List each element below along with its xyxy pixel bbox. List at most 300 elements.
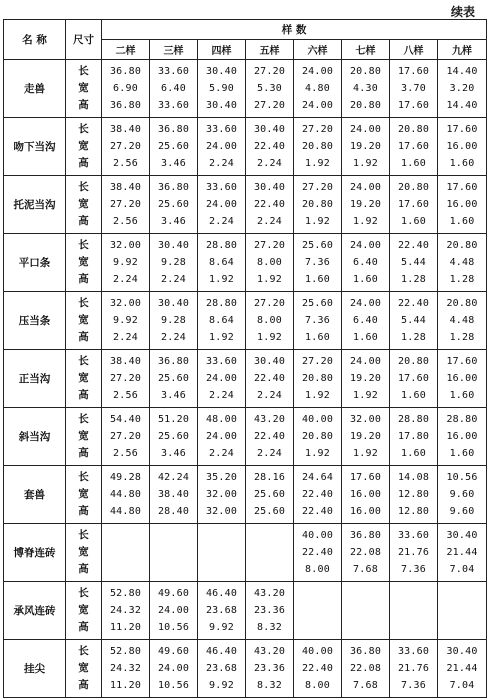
dimension-label: 宽 (78, 662, 89, 674)
cell-value: 1.60 (353, 332, 378, 343)
cell-value: 20.80 (397, 356, 430, 367)
cell-value: 2.24 (257, 158, 282, 169)
cell-value: 33.60 (157, 66, 190, 77)
cell-value (198, 561, 245, 578)
cell-value: 48.00 (205, 414, 238, 425)
cell-value: 6.90 (113, 83, 138, 94)
cell-value: 10.56 (157, 680, 190, 691)
cell-value: 36.80 (349, 646, 382, 657)
dimension-label: 长 (78, 65, 89, 77)
cell-value: 33.60 (205, 356, 238, 367)
cell-value: 30.40 (253, 356, 286, 367)
cell-value: 16.00 (349, 506, 382, 517)
value-cell (342, 582, 390, 640)
value-cell (198, 118, 246, 176)
cell-value: 25.60 (157, 431, 190, 442)
cell-value: 2.24 (257, 216, 282, 227)
header-sample: 七样 (342, 40, 390, 60)
value-cell (294, 640, 342, 698)
cell-value: 36.80 (109, 66, 142, 77)
cell-value: 7.36 (305, 315, 330, 326)
cell-value: 7.36 (401, 564, 426, 575)
cell-value: 1.60 (449, 390, 475, 401)
cell-value: 24.64 (301, 472, 334, 483)
value-cell (150, 408, 198, 466)
cell-value: 1.92 (305, 448, 330, 459)
dimension-label: 长 (78, 355, 89, 367)
cell-value: 32.00 (205, 489, 238, 500)
cell-value: 21.76 (397, 547, 430, 558)
value-cell (246, 640, 294, 698)
cell-value: 54.40 (109, 414, 142, 425)
value-cell (438, 524, 487, 582)
cell-value: 33.60 (397, 646, 430, 657)
value-cell (342, 292, 390, 350)
dimension-label: 高 (78, 621, 89, 633)
cell-value: 7.68 (353, 680, 378, 691)
dimension-label: 高 (78, 389, 89, 401)
dimension-labels (66, 466, 102, 524)
cell-value: 25.60 (253, 489, 286, 500)
dimension-label: 宽 (78, 372, 89, 384)
cell-value: 24.00 (349, 240, 382, 251)
header-sample: 六样 (294, 40, 342, 60)
dimension-label: 宽 (78, 256, 89, 268)
value-cell (294, 466, 342, 524)
value-cell (198, 524, 246, 582)
cell-value: 27.20 (301, 182, 334, 193)
cell-value: 20.80 (397, 124, 430, 135)
cell-value: 27.20 (253, 240, 286, 251)
cell-value: 24.32 (109, 663, 142, 674)
cell-value: 24.00 (205, 373, 238, 384)
cell-value: 20.80 (301, 373, 334, 384)
cell-value: 32.00 (109, 240, 142, 251)
cell-value: 7.36 (305, 257, 330, 268)
dimension-label: 长 (78, 587, 89, 599)
component-name: 压当条 (4, 292, 66, 350)
cell-value: 46.40 (205, 646, 238, 657)
cell-value: 27.20 (109, 431, 142, 442)
cell-value (150, 561, 197, 578)
cell-value: 8.00 (305, 680, 330, 691)
header-sample: 五样 (246, 40, 294, 60)
cell-value: 40.00 (301, 530, 334, 541)
cell-value: 9.60 (449, 489, 475, 500)
cell-value: 23.36 (253, 663, 286, 674)
value-cell (294, 118, 342, 176)
cell-value: 52.80 (109, 588, 142, 599)
table-row (4, 640, 487, 698)
dimension-label: 宽 (78, 82, 89, 94)
cell-value: 8.64 (209, 315, 234, 326)
cell-value: 20.80 (446, 298, 478, 309)
cell-value: 22.40 (301, 663, 334, 674)
dimension-label: 长 (78, 529, 89, 541)
cell-value: 14.40 (446, 66, 478, 77)
cell-value: 17.60 (446, 356, 478, 367)
cell-value: 17.60 (446, 124, 478, 135)
table-row (4, 234, 487, 292)
cell-value: 2.56 (113, 216, 138, 227)
component-name: 吻下当沟 (4, 118, 66, 176)
cell-value: 40.00 (301, 414, 334, 425)
cell-value: 8.32 (257, 680, 282, 691)
dimension-label: 长 (78, 471, 89, 483)
cell-value: 1.60 (449, 448, 475, 459)
dimension-label: 高 (78, 505, 89, 517)
cell-value: 30.40 (205, 66, 238, 77)
cell-value: 20.80 (446, 240, 478, 251)
value-cell (198, 466, 246, 524)
component-name: 正当沟 (4, 350, 66, 408)
cell-value: 44.80 (109, 506, 142, 517)
value-cell (390, 292, 438, 350)
cell-value: 24.00 (301, 66, 334, 77)
cell-value: 30.40 (446, 530, 478, 541)
cell-value: 28.80 (397, 414, 430, 425)
table-row (4, 292, 487, 350)
dimension-label: 高 (78, 99, 89, 111)
value-cell (102, 60, 150, 118)
cell-value: 9.92 (209, 622, 234, 633)
cell-value: 27.20 (109, 141, 142, 152)
dimension-label: 高 (78, 679, 89, 691)
value-cell (150, 118, 198, 176)
cell-value: 49.60 (157, 588, 190, 599)
cell-value: 36.80 (109, 100, 142, 111)
value-cell (390, 176, 438, 234)
cell-value: 8.00 (305, 564, 330, 575)
cell-value: 22.40 (301, 547, 334, 558)
value-cell (438, 466, 487, 524)
cell-value: 19.20 (349, 199, 382, 210)
cell-value: 1.92 (257, 332, 282, 343)
dimension-label: 宽 (78, 488, 89, 500)
table-caption: 续表 (450, 5, 475, 19)
cell-value: 2.24 (209, 158, 234, 169)
cell-value: 22.40 (301, 506, 334, 517)
dimension-labels (66, 582, 102, 640)
cell-value: 24.00 (349, 298, 382, 309)
cell-value: 32.00 (205, 506, 238, 517)
table-row (4, 524, 487, 582)
value-cell (246, 466, 294, 524)
value-cell (342, 350, 390, 408)
dimension-labels (66, 408, 102, 466)
cell-value: 24.00 (157, 663, 190, 674)
cell-value: 17.60 (397, 100, 430, 111)
table-row (4, 60, 487, 118)
dimension-label: 宽 (78, 546, 89, 558)
cell-value: 4.30 (353, 83, 378, 94)
value-cell (438, 350, 487, 408)
value-cell (438, 582, 487, 640)
component-name: 套兽 (4, 466, 66, 524)
header-name: 名 称 (4, 20, 66, 60)
cell-value (246, 561, 293, 578)
value-cell (438, 234, 487, 292)
dimension-label: 高 (78, 447, 89, 459)
cell-value: 25.60 (157, 199, 190, 210)
cell-value: 4.48 (449, 315, 475, 326)
header-sample: 二样 (102, 40, 150, 60)
cell-value: 49.28 (109, 472, 142, 483)
cell-value: 9.92 (113, 257, 138, 268)
cell-value: 8.00 (257, 315, 282, 326)
value-cell (150, 640, 198, 698)
cell-value: 24.00 (349, 182, 382, 193)
value-cell (198, 582, 246, 640)
cell-value: 43.20 (253, 414, 286, 425)
cell-value: 1.92 (305, 158, 330, 169)
value-cell (390, 60, 438, 118)
cell-value: 38.40 (109, 182, 142, 193)
cell-value: 2.24 (113, 274, 138, 285)
cell-value: 24.00 (205, 141, 238, 152)
value-cell (150, 60, 198, 118)
cell-value: 28.40 (157, 506, 190, 517)
cell-value: 36.80 (349, 530, 382, 541)
cell-value: 51.20 (157, 414, 190, 425)
cell-value (438, 585, 486, 602)
cell-value: 12.80 (397, 489, 430, 500)
cell-value: 9.60 (449, 506, 475, 517)
dimension-labels (66, 118, 102, 176)
value-cell (198, 292, 246, 350)
cell-value: 5.30 (257, 83, 282, 94)
header-sample: 九样 (438, 40, 487, 60)
dimension-label: 高 (78, 215, 89, 227)
cell-value: 27.20 (109, 373, 142, 384)
cell-value: 44.80 (109, 489, 142, 500)
cell-value: 22.40 (397, 240, 430, 251)
cell-value: 20.80 (349, 100, 382, 111)
cell-value: 1.92 (353, 390, 378, 401)
value-cell (390, 466, 438, 524)
cell-value: 3.20 (449, 83, 475, 94)
value-cell (342, 60, 390, 118)
cell-value: 1.92 (257, 274, 282, 285)
cell-value: 30.40 (205, 100, 238, 111)
cell-value: 24.32 (109, 605, 142, 616)
cell-value: 24.00 (349, 124, 382, 135)
header-sample: 八样 (390, 40, 438, 60)
table-row (4, 408, 487, 466)
dimension-label: 长 (78, 413, 89, 425)
cell-value (342, 585, 389, 602)
value-cell (438, 292, 487, 350)
cell-value (150, 544, 197, 561)
value-cell (198, 60, 246, 118)
cell-value: 6.40 (353, 315, 378, 326)
cell-value: 2.24 (161, 332, 186, 343)
cell-value: 22.40 (253, 141, 286, 152)
cell-value: 1.60 (401, 448, 426, 459)
cell-value: 22.40 (253, 373, 286, 384)
cell-value: 9.92 (209, 680, 234, 691)
table-row (4, 466, 487, 524)
cell-value: 24.00 (205, 199, 238, 210)
cell-value: 43.20 (253, 646, 286, 657)
cell-value: 1.60 (305, 274, 330, 285)
cell-value: 20.80 (301, 141, 334, 152)
cell-value: 27.20 (301, 356, 334, 367)
cell-value: 5.90 (209, 83, 234, 94)
cell-value: 33.60 (205, 124, 238, 135)
cell-value: 16.00 (349, 489, 382, 500)
cell-value: 28.16 (253, 472, 286, 483)
component-name: 博脊连砖 (4, 524, 66, 582)
cell-value: 3.46 (161, 390, 186, 401)
cell-value: 1.60 (305, 332, 330, 343)
cell-value: 1.92 (353, 158, 378, 169)
component-name: 托泥当沟 (4, 176, 66, 234)
cell-value (102, 561, 149, 578)
cell-value: 33.60 (397, 530, 430, 541)
cell-value (438, 619, 486, 636)
value-cell (150, 292, 198, 350)
cell-value: 3.46 (161, 158, 186, 169)
value-cell (342, 640, 390, 698)
cell-value: 21.44 (446, 547, 478, 558)
cell-value (198, 527, 245, 544)
cell-value: 6.40 (161, 83, 186, 94)
cell-value: 36.80 (157, 124, 190, 135)
cell-value: 17.60 (397, 199, 430, 210)
cell-value: 35.20 (205, 472, 238, 483)
cell-value: 24.00 (349, 356, 382, 367)
value-cell (294, 292, 342, 350)
cell-value: 10.56 (157, 622, 190, 633)
cell-value: 17.60 (349, 472, 382, 483)
cell-value: 9.28 (161, 315, 186, 326)
dimension-table (3, 19, 487, 698)
cell-value: 11.20 (109, 680, 142, 691)
cell-value (294, 585, 341, 602)
cell-value (102, 544, 149, 561)
cell-value: 36.80 (157, 356, 190, 367)
value-cell (294, 234, 342, 292)
dimension-label: 宽 (78, 314, 89, 326)
cell-value: 2.56 (113, 448, 138, 459)
value-cell (390, 524, 438, 582)
component-name: 承风连砖 (4, 582, 66, 640)
cell-value: 8.00 (257, 257, 282, 268)
value-cell (150, 466, 198, 524)
cell-value: 2.56 (113, 390, 138, 401)
cell-value: 19.20 (349, 431, 382, 442)
cell-value: 30.40 (157, 240, 190, 251)
cell-value: 24.00 (205, 431, 238, 442)
dimension-labels (66, 176, 102, 234)
value-cell (390, 408, 438, 466)
cell-value: 7.04 (449, 680, 475, 691)
cell-value: 33.60 (205, 182, 238, 193)
value-cell (294, 524, 342, 582)
dimension-label: 长 (78, 123, 89, 135)
dimension-labels (66, 60, 102, 118)
value-cell (246, 234, 294, 292)
table-row (4, 118, 487, 176)
cell-value (390, 602, 437, 619)
cell-value: 6.40 (353, 257, 378, 268)
dimension-label: 长 (78, 297, 89, 309)
cell-value: 27.20 (253, 100, 286, 111)
dimension-labels (66, 524, 102, 582)
cell-value: 38.40 (109, 124, 142, 135)
component-name: 挂尖 (4, 640, 66, 698)
cell-value: 14.40 (446, 100, 478, 111)
cell-value: 14.08 (397, 472, 430, 483)
value-cell (390, 640, 438, 698)
cell-value: 25.60 (301, 240, 334, 251)
dimension-label: 长 (78, 645, 89, 657)
cell-value: 28.80 (205, 240, 238, 251)
dimension-label: 长 (78, 181, 89, 193)
cell-value: 22.40 (397, 298, 430, 309)
value-cell (390, 234, 438, 292)
cell-value: 22.40 (253, 431, 286, 442)
table-row (4, 350, 487, 408)
cell-value: 46.40 (205, 588, 238, 599)
cell-value: 1.28 (401, 332, 426, 343)
cell-value: 17.80 (397, 431, 430, 442)
value-cell (150, 582, 198, 640)
cell-value: 38.40 (109, 356, 142, 367)
cell-value (390, 619, 437, 636)
cell-value: 32.00 (349, 414, 382, 425)
cell-value: 28.80 (205, 298, 238, 309)
dimension-label: 长 (78, 239, 89, 251)
cell-value: 1.28 (449, 332, 475, 343)
dimension-label: 宽 (78, 430, 89, 442)
cell-value: 2.24 (257, 448, 282, 459)
value-cell (102, 234, 150, 292)
value-cell (342, 466, 390, 524)
value-cell (294, 350, 342, 408)
value-cell (150, 176, 198, 234)
cell-value: 8.32 (257, 622, 282, 633)
cell-value: 32.00 (109, 298, 142, 309)
value-cell (342, 234, 390, 292)
cell-value: 20.80 (301, 199, 334, 210)
cell-value: 1.60 (401, 390, 426, 401)
cell-value: 23.68 (205, 663, 238, 674)
cell-value: 2.56 (113, 158, 138, 169)
component-name: 走兽 (4, 60, 66, 118)
cell-value: 25.60 (253, 506, 286, 517)
cell-value: 1.92 (209, 274, 234, 285)
value-cell (438, 176, 487, 234)
value-cell (102, 176, 150, 234)
cell-value: 25.60 (301, 298, 334, 309)
cell-value: 23.68 (205, 605, 238, 616)
cell-value (294, 619, 341, 636)
cell-value: 25.60 (157, 373, 190, 384)
header-sample-group: 样 数 (102, 20, 487, 40)
cell-value: 3.46 (161, 448, 186, 459)
value-cell (294, 582, 342, 640)
cell-value: 38.40 (157, 489, 190, 500)
dimension-label: 高 (78, 331, 89, 343)
cell-value: 7.68 (353, 564, 378, 575)
cell-value: 20.80 (397, 182, 430, 193)
cell-value: 1.60 (353, 274, 378, 285)
table-row (4, 176, 487, 234)
cell-value: 5.44 (401, 257, 426, 268)
value-cell (342, 524, 390, 582)
